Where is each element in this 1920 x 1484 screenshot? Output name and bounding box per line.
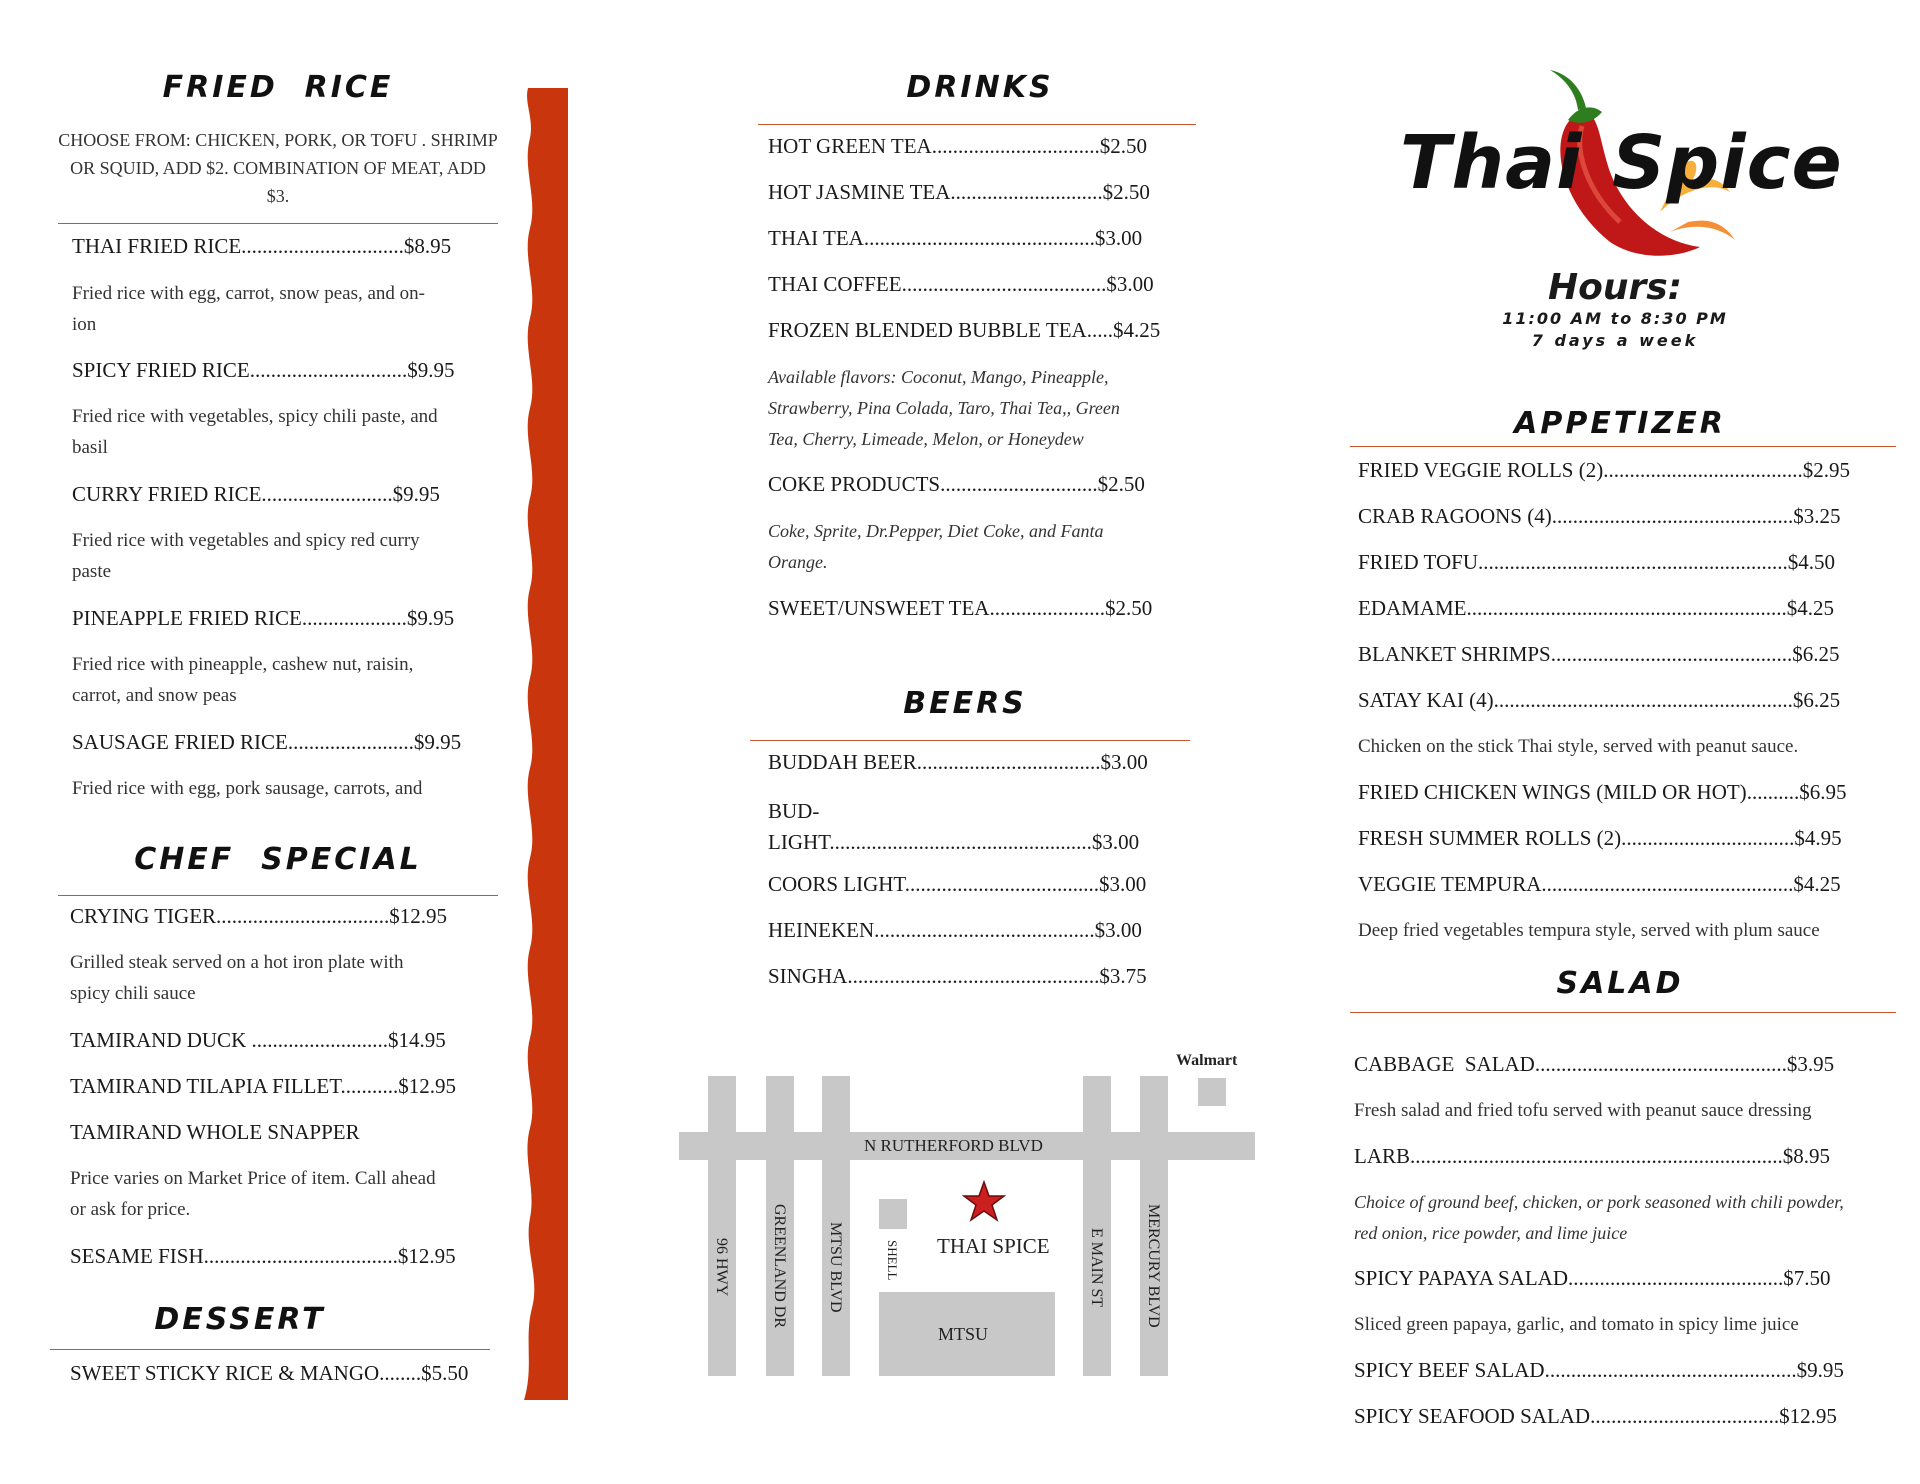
menu-item-cabbage-salad: CABBAGE SALAD................................................$3.95 [1354,1052,1835,1076]
menu-item-spicy-papaya-salad: SPICY PAPAYA SALAD.........................................$7.50 [1354,1266,1831,1290]
walmart-label: Walmart [1176,1052,1238,1069]
item-description: Price varies on Market Price of item. Call ahead or ask for price. [70,1168,436,1220]
menu-item-blanket-shrimps: BLANKET SHRIMPS..............................................$6.25 [1358,642,1840,666]
menu-item-spicy-beef-salad: SPICY BEEF SALAD................................................$9.95 [1354,1358,1844,1382]
appetizer-heading: APPETIZER [1514,406,1726,441]
hours-title: Hours: [1547,267,1683,308]
hours-block [1480,268,1750,352]
menu-item-larb: LARB.......................................................................$8.95 [1354,1144,1831,1168]
bubble-tea-flavors: Available flavors: Coconut, Mango, Pineapple, Strawberry, Pina Colada, Taro, Thai Tea,, Green Tea, Cherry, Limeade, Melon, or Honeydew [768,367,1120,449]
hours-time: 11:00 AM to 8:30 PM [1502,309,1728,328]
item-description: Fried rice with vegetables and spicy red curry paste [72,530,420,582]
star-icon [962,1180,1006,1224]
appetizer-rule [1350,446,1896,447]
item-description: Fried rice with pineapple, cashew nut, raisin, carrot, and snow peas [72,654,414,706]
menu-item-fresh-summer-rolls: FRESH SUMMER ROLLS (2).................................$4.95 [1358,826,1842,850]
road-e-main [1083,1076,1111,1376]
menu-item-sweet-sticky-rice: SWEET STICKY RICE & MANGO........$5.50 [70,1361,469,1385]
decorative-stripe [520,88,568,1400]
salad-rule [1350,1012,1896,1013]
hwy-96-label: 96 HWY [713,1238,730,1297]
menu-item-spicy-seafood-salad: SPICY SEAFOOD SALAD....................................$12.95 [1354,1404,1837,1428]
menu-item-satay-kai: SATAY KAI (4).........................................................$6.25 [1358,688,1841,712]
chef-special-rule [58,895,498,896]
item-description: Fried rice with egg, carrot, snow peas, and on- ion [72,283,425,335]
menu-item-fried-chicken-wings: FRIED CHICKEN WINGS (MILD OR HOT)..........$6.95 [1358,780,1847,804]
menu-item-buddah-beer: BUDDAH BEER...................................$3.00 [768,750,1148,774]
menu-item-hot-jasmine-tea: HOT JASMINE TEA.............................$2.50 [768,180,1150,204]
fried-rice-choose-text: CHOOSE FROM: CHICKEN, PORK, OR TOFU . SHRIMP OR SQUID, ADD $2. COMBINATION OF MEAT, ADD $3. [58,130,498,206]
shell-label: SHELL [885,1240,900,1281]
fried-rice-rule [58,223,498,224]
menu-item-thai-tea: THAI TEA............................................$3.00 [768,226,1143,250]
menu-item-bubble-tea: FROZEN BLENDED BUBBLE TEA.....$4.25 [768,318,1161,342]
menu-item-fried-tofu: FRIED TOFU...........................................................$4.50 [1358,550,1836,574]
item-description: Grilled steak served on a hot iron plate with spicy chili sauce [70,952,404,1004]
menu-item-crab-ragoons: CRAB RAGOONS (4)..............................................$3.25 [1358,504,1841,528]
walmart-block [1198,1078,1226,1106]
hours-days: 7 days a week [1531,331,1699,350]
coke-products-list: Coke, Sprite, Dr.Pepper, Diet Coke, and Fanta Orange. [768,521,1104,572]
road-96-hwy [708,1076,736,1376]
item-description: Fresh salad and fried tofu served with peanut sauce dressing [1354,1100,1812,1121]
menu-item-coors-light: COORS LIGHT.....................................$3.00 [768,872,1147,896]
menu-item-tamirand-duck: TAMIRAND DUCK ..........................$14.95 [70,1028,446,1052]
logo-word-spice: Spice [1612,120,1843,206]
menu-item-hot-green-tea: HOT GREEN TEA................................$2.50 [768,134,1147,158]
menu-item-spicy-fried-rice: SPICY FRIED RICE..............................$9.95 [72,358,455,382]
menu-item-edamame: EDAMAME.............................................................$4.25 [1358,596,1834,620]
drinks-rule [758,124,1196,125]
item-description: Chicken on the stick Thai style, served with peanut sauce. [1358,736,1799,757]
menu-item-coke-products: COKE PRODUCTS..............................$2.50 [768,472,1145,496]
item-description: Sliced green papaya, garlic, and tomato in spicy lime juice [1354,1314,1799,1335]
item-description: Fried rice with vegetables, spicy chili paste, and basil [72,406,438,458]
n-rutherford-label: N RUTHERFORD BLVD [864,1136,1043,1155]
mercury-label: MERCURY BLVD [1145,1204,1162,1328]
greenland-label: GREENLAND DR [771,1204,788,1328]
menu-item-curry-fried-rice: CURRY FRIED RICE.........................$9.95 [72,482,440,506]
menu-item-thai-coffee: THAI COFFEE.......................................$3.00 [768,272,1154,296]
larb-description: Choice of ground beef, chicken, or pork seasoned with chili powder, red onion, rice powder, and lime juice [1354,1192,1844,1243]
menu-item-bud-light: BUD- LIGHT..................................................$3.00 [768,799,1140,854]
menu-item-thai-fried-rice: THAI FRIED RICE...............................$8.95 [72,234,452,258]
menu-item-crying-tiger: CRYING TIGER.................................$12.95 [70,904,448,928]
e-main-label: E MAIN ST [1088,1228,1105,1308]
salad-heading: SALAD [1556,966,1684,1001]
fried-rice-heading: FRIED RICE [162,70,394,105]
mtsu-label: MTSU [938,1324,989,1344]
drinks-heading: DRINKS [906,70,1054,105]
menu-item-heineken: HEINEKEN..........................................$3.00 [768,918,1142,942]
dessert-rule [50,1349,490,1350]
mtsu-blvd-label: MTSU BLVD [827,1222,844,1313]
beers-heading: BEERS [903,686,1027,721]
menu-item-fried-veggie-rolls: FRIED VEGGIE ROLLS (2)......................................$2.95 [1358,458,1850,482]
shell-block [879,1199,907,1229]
item-description: Fried rice with egg, pork sausage, carrots, and [72,778,423,799]
menu-item-sausage-fried-rice: SAUSAGE FRIED RICE........................$9.95 [72,730,462,754]
menu-item-veggie-tempura: VEGGIE TEMPURA................................................$4.25 [1358,872,1841,896]
menu-item-tamirand-snapper: TAMIRAND WHOLE SNAPPER [70,1120,360,1144]
thai-spice-logo [1400,62,1843,262]
dessert-heading: DESSERT [154,1302,326,1337]
beers-rule [750,740,1190,741]
menu-item-pineapple-fried-rice: PINEAPPLE FRIED RICE....................$9.95 [72,606,455,630]
menu-item-tamirand-tilapia: TAMIRAND TILAPIA FILLET...........$12.95 [70,1074,457,1098]
menu-item-sesame-fish: SESAME FISH.....................................$12.95 [70,1244,456,1268]
thai-spice-map-label: THAI SPICE [937,1234,1050,1258]
menu-item-sweet-unsweet-tea: SWEET/UNSWEET TEA......................$2.50 [768,596,1153,620]
logo-word-thai: Thai [1400,120,1583,206]
chef-special-heading: CHEF SPECIAL [134,842,422,877]
item-description: Deep fried vegetables tempura style, served with plum sauce [1358,920,1820,941]
menu-item-singha: SINGHA................................................$3.75 [768,964,1147,988]
